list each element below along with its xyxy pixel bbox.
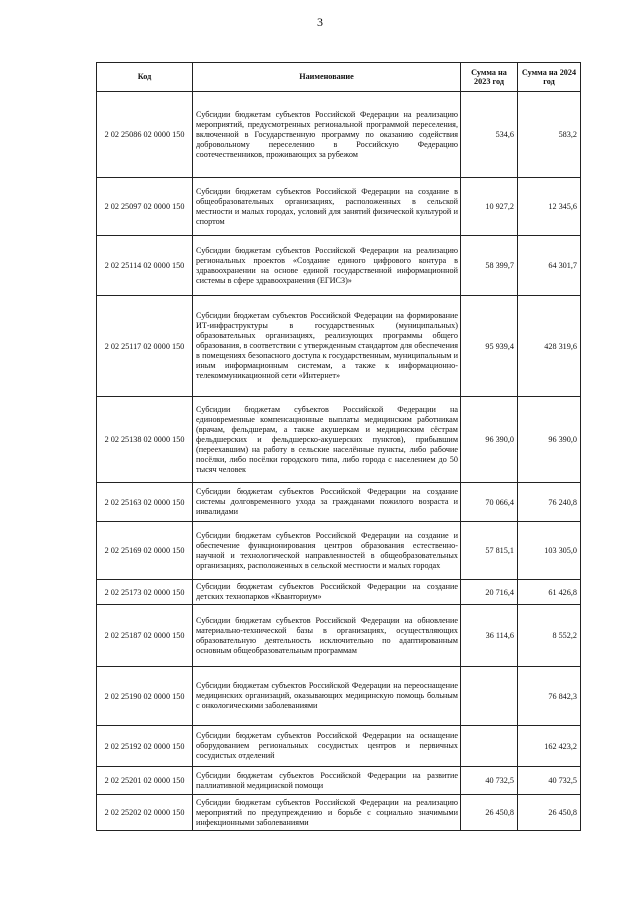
row-sum-2023: 95 939,4	[461, 296, 518, 397]
page-number: 3	[317, 15, 323, 29]
table-row	[97, 236, 581, 296]
row-code: 2 02 25192 02 0000 150	[97, 726, 193, 767]
row-code: 2 02 25173 02 0000 150	[97, 580, 193, 605]
row-name: Субсидии бюджетам субъектов Российской Федерации на создание системы долговременного ухода за гражданами пожилого возраста и инвалидами	[193, 483, 461, 522]
row-code: 2 02 25201 02 0000 150	[97, 767, 193, 795]
row-code: 2 02 25138 02 0000 150	[97, 397, 193, 483]
row-sum-2024: 26 450,8	[518, 795, 581, 831]
row-sum-2023: 36 114,6	[461, 605, 518, 667]
table-row	[97, 767, 581, 795]
table-row	[97, 667, 581, 726]
row-sum-2023	[461, 667, 518, 726]
table-row	[97, 296, 581, 397]
row-sum-2024: 40 732,5	[518, 767, 581, 795]
row-name: Субсидии бюджетам субъектов Российской Федерации на создание детских технопарков «Кванториум»	[193, 580, 461, 605]
row-name: Субсидии бюджетам субъектов Российской Федерации на реализацию региональных проектов «Создание единого цифрового контура в здравоохранении на основе единой государственной информационной системы в сфере здравоохранения (ЕГИСЗ)»	[193, 236, 461, 296]
row-name: Субсидии бюджетам субъектов Российской Федерации на развитие паллиативной медицинской помощи	[193, 767, 461, 795]
table-row	[97, 92, 581, 178]
table-row	[97, 483, 581, 522]
table-row	[97, 605, 581, 667]
table-row	[97, 726, 581, 767]
row-sum-2024: 428 319,6	[518, 296, 581, 397]
row-sum-2023	[461, 726, 518, 767]
row-code: 2 02 25169 02 0000 150	[97, 522, 193, 580]
row-name: Субсидии бюджетам субъектов Российской Федерации на оснащение оборудованием региональных сосудистых центров и первичных сосудистых отделений	[193, 726, 461, 767]
row-code: 2 02 25187 02 0000 150	[97, 605, 193, 667]
row-code: 2 02 25086 02 0000 150	[97, 92, 193, 178]
row-sum-2024: 61 426,8	[518, 580, 581, 605]
table-row	[97, 580, 581, 605]
row-sum-2024: 76 842,3	[518, 667, 581, 726]
header-code: Код	[97, 63, 193, 92]
row-name: Субсидии бюджетам субъектов Российской Федерации на обновление материально-технической базы в организациях, осуществляющих образовательную деятельность исключительно по адаптированным основным общеобразовательным программам	[193, 605, 461, 667]
table-row	[97, 397, 581, 483]
row-sum-2023: 20 716,4	[461, 580, 518, 605]
row-sum-2024: 76 240,8	[518, 483, 581, 522]
row-sum-2024: 583,2	[518, 92, 581, 178]
table-header-row	[97, 63, 581, 92]
row-sum-2023: 40 732,5	[461, 767, 518, 795]
row-code: 2 02 25202 02 0000 150	[97, 795, 193, 831]
row-name: Субсидии бюджетам субъектов Российской Федерации на создание и обеспечение функционирования центров образования естественно-научной и технологической направленностей в общеобразовательных организациях, расположенных в сельской местности и малых городах	[193, 522, 461, 580]
row-sum-2024: 162 423,2	[518, 726, 581, 767]
row-name: Субсидии бюджетам субъектов Российской Федерации на реализацию мероприятий по предупреждению и борьбе с социально значимыми инфекционными заболеваниями	[193, 795, 461, 831]
row-code: 2 02 25190 02 0000 150	[97, 667, 193, 726]
table-row	[97, 795, 581, 831]
row-name: Субсидии бюджетам субъектов Российской Федерации на формирование ИТ-инфраструктуры в государственных (муниципальных) образовательных организациях, реализующих программы общего образования, в соответствии с утвержденным стандартом для обеспечения в помещениях безопасного доступа к государственным, муниципальным и иным информационным системам, а также к информационно-телекоммуникационной сети «Интернет»	[193, 296, 461, 397]
row-code: 2 02 25163 02 0000 150	[97, 483, 193, 522]
row-code: 2 02 25097 02 0000 150	[97, 178, 193, 236]
row-sum-2023: 57 815,1	[461, 522, 518, 580]
row-code: 2 02 25117 02 0000 150	[97, 296, 193, 397]
row-sum-2023: 58 399,7	[461, 236, 518, 296]
budget-table	[96, 62, 581, 831]
row-name: Субсидии бюджетам субъектов Российской Федерации на реализацию мероприятий, предусмотренных региональной программой переселения, включенной в Государственную программу по оказанию содействия добровольному переселению в Российскую Федерацию соотечественников, проживающих за рубежом	[193, 92, 461, 178]
row-sum-2024: 8 552,2	[518, 605, 581, 667]
row-sum-2024: 12 345,6	[518, 178, 581, 236]
row-sum-2024: 96 390,0	[518, 397, 581, 483]
row-sum-2024: 64 301,7	[518, 236, 581, 296]
row-name: Субсидии бюджетам субъектов Российской Федерации на единовременные компенсационные выплаты медицинским работникам (врачам, фельдшерам, а также акушеркам и медицинским сёстрам фельдшерских и фельдшерско-акушерских пунктов), прибывшим (переехавшим) на работу в сельские населённые пункты, либо рабочие посёлки, либо посёлки городского типа, либо города с населением до 50 тысяч человек	[193, 397, 461, 483]
row-sum-2023: 534,6	[461, 92, 518, 178]
row-sum-2023: 10 927,2	[461, 178, 518, 236]
row-name: Субсидии бюджетам субъектов Российской Федерации на создание в общеобразовательных организациях, расположенных в сельской местности и малых городах, условий для занятий физической культурой и спортом	[193, 178, 461, 236]
table-row	[97, 178, 581, 236]
row-sum-2023: 26 450,8	[461, 795, 518, 831]
header-name: Наименование	[193, 63, 461, 92]
row-code: 2 02 25114 02 0000 150	[97, 236, 193, 296]
row-sum-2023: 70 066,4	[461, 483, 518, 522]
row-name: Субсидии бюджетам субъектов Российской Федерации на переоснащение медицинских организаций, оказывающих медицинскую помощь больным с онкологическими заболеваниями	[193, 667, 461, 726]
table-row	[97, 522, 581, 580]
row-sum-2024: 103 305,0	[518, 522, 581, 580]
row-sum-2023: 96 390,0	[461, 397, 518, 483]
header-sum-2024: Сумма на 2024 год	[518, 63, 581, 92]
header-sum-2023: Сумма на 2023 год	[461, 63, 518, 92]
